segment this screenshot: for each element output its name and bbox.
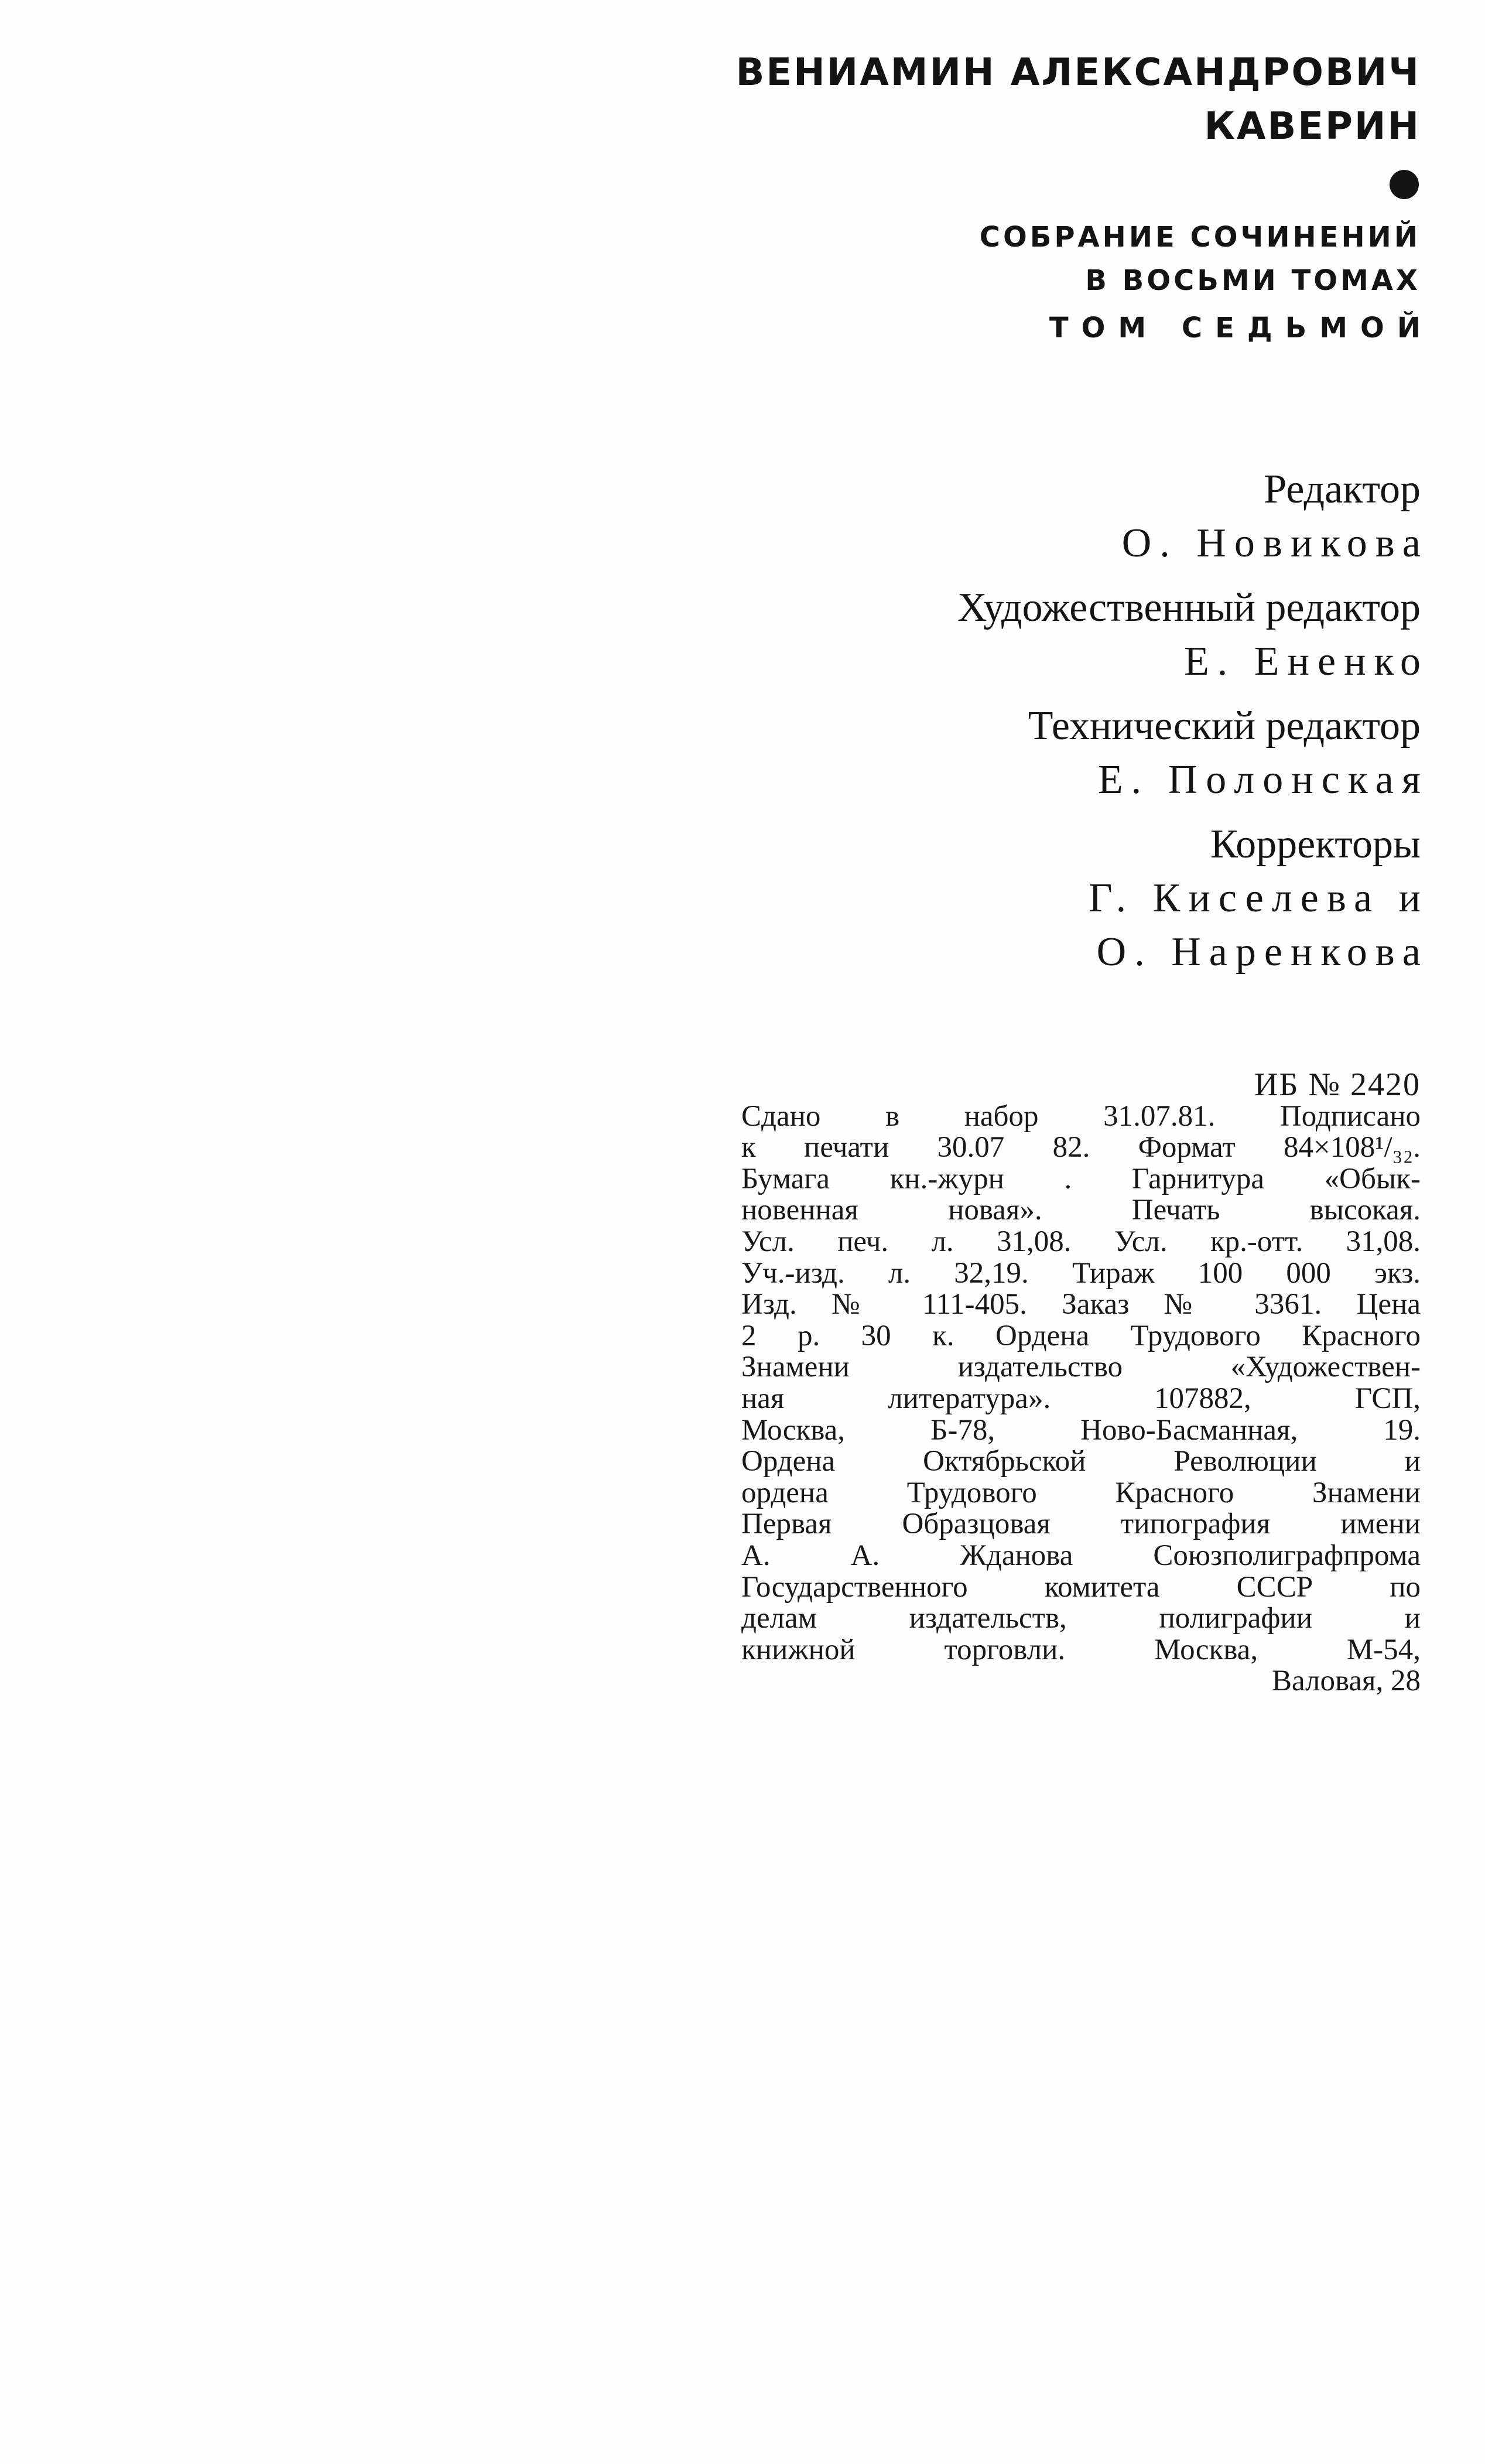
colophon-line: делам издательств, полиграфии и xyxy=(741,1602,1421,1635)
colophon-line: Государственного комитета СССР по xyxy=(741,1570,1421,1604)
ib-number: ИБ № 2420 xyxy=(1254,1067,1421,1103)
credit-name: Е. Ененко xyxy=(1184,639,1429,684)
colophon-line: Уч.-изд. л. 32,19. Тираж 100 000 экз. xyxy=(741,1256,1421,1290)
colophon-line: новенная новая». Печать высокая. xyxy=(741,1194,1421,1227)
colophon-line: Москва, Б-78, Ново-Басманная, 19. xyxy=(741,1413,1421,1447)
credit-name: О. Новикова xyxy=(1121,521,1429,566)
colophon xyxy=(741,1069,1421,1697)
colophon-line: к печати 30.07 82. Формат 84×108¹/₃₂. xyxy=(741,1131,1421,1164)
credit-editor xyxy=(957,463,1429,570)
colophon-text xyxy=(741,1101,1421,1697)
credit-name: О. Наренкова xyxy=(1096,929,1429,975)
credit-art-editor xyxy=(957,581,1429,689)
author-name xyxy=(736,46,1421,153)
edition-title xyxy=(980,216,1421,302)
edition-title-line-1: СОБРАНИЕ СОЧИНЕНИЙ xyxy=(979,221,1421,254)
colophon-line: книжной торговли. Москва, М-54, xyxy=(741,1633,1421,1666)
credit-name: Е. Полонская xyxy=(1097,757,1429,802)
credit-name: Г. Киселева и xyxy=(1089,876,1429,921)
credit-role: Технический редактор xyxy=(1028,703,1421,749)
credit-proofreaders xyxy=(957,818,1429,979)
credit-technical-editor xyxy=(957,699,1429,807)
colophon-line: Бумага кн.-журн . Гарнитура «Обык- xyxy=(741,1162,1421,1195)
colophon-line: Сдано в набор 31.07.81. Подписано xyxy=(741,1099,1421,1133)
colophon-line: Валовая, 28 xyxy=(1271,1665,1421,1698)
author-name-line-1: ВЕНИАМИН АЛЕКСАНДРОВИЧ xyxy=(735,51,1421,94)
colophon-line: Ордена Октябрьской Революции и xyxy=(741,1445,1421,1478)
colophon-line: ная литература». 107882, ГСП, xyxy=(741,1382,1421,1415)
author-name-line-2: КАВЕРИН xyxy=(1204,105,1421,148)
colophon-line: ордена Трудового Красного Знамени xyxy=(741,1476,1421,1509)
credit-role: Корректоры xyxy=(1210,822,1421,867)
colophon-line: Знамени издательство «Художествен- xyxy=(741,1351,1421,1384)
colophon-line: Усл. печ. л. 31,08. Усл. кр.-отт. 31,08. xyxy=(741,1225,1421,1258)
credit-role: Редактор xyxy=(1264,467,1421,512)
volume-title: ТОМ СЕДЬМОЙ xyxy=(1049,312,1433,344)
colophon-line: Первая Образцовая типография имени xyxy=(741,1508,1421,1541)
credit-role: Художественный редактор xyxy=(957,585,1421,630)
credits-list xyxy=(957,463,1429,979)
colophon-line: Изд. № 111-405. Заказ № 3361. Цена xyxy=(741,1288,1421,1321)
colophon-line: 2 р. 30 к. Ордена Трудового Красного xyxy=(741,1319,1421,1352)
colophon-line: А. А. Жданова Союзполиграфпрома xyxy=(741,1539,1421,1572)
bullet-dot-icon xyxy=(1390,170,1419,199)
edition-title-line-2: В ВОСЬМИ ТОМАХ xyxy=(1085,264,1421,297)
